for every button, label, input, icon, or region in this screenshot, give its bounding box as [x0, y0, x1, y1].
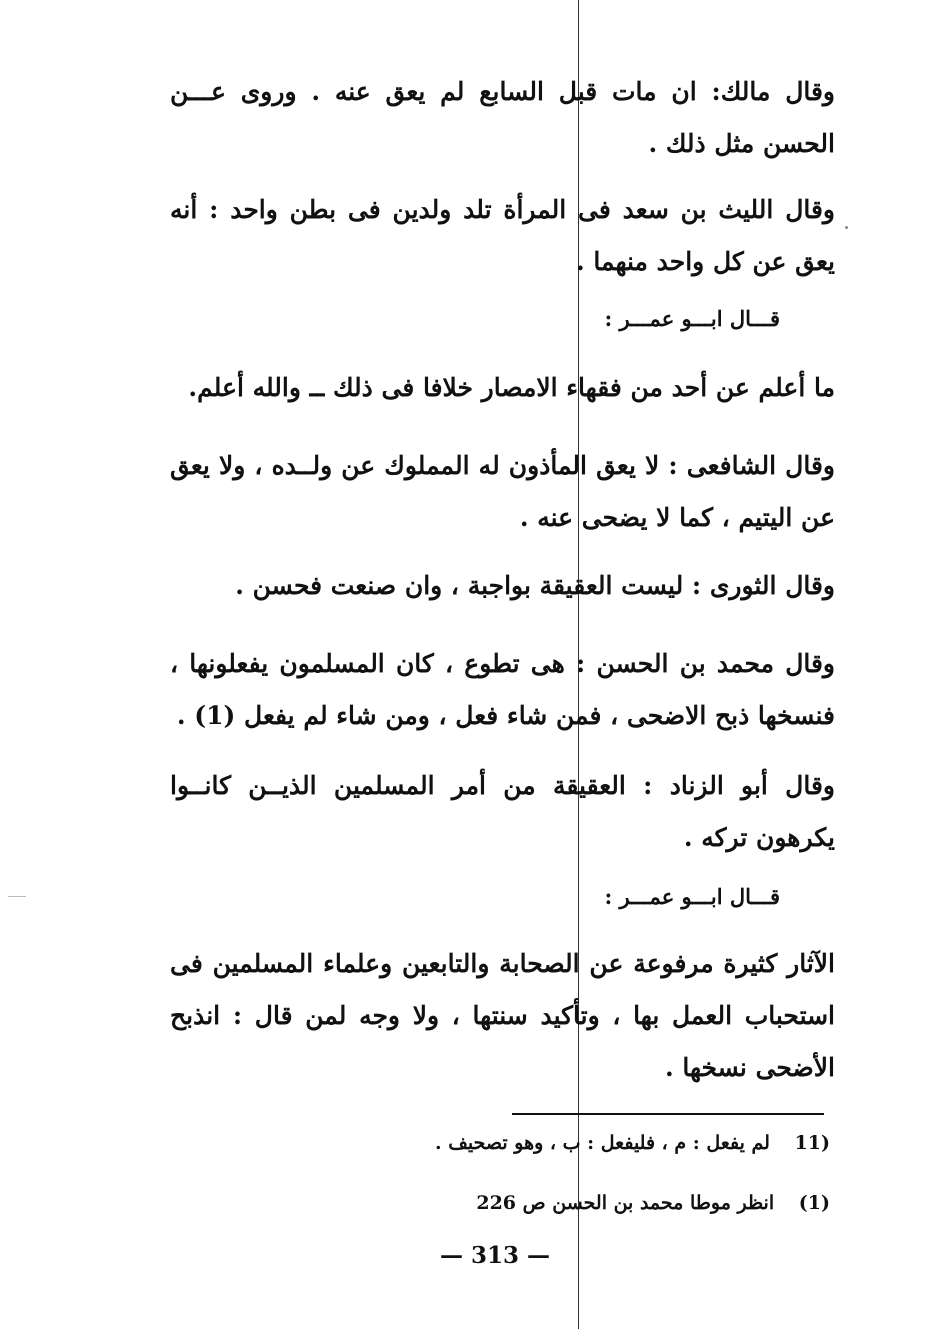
paragraph-text: وقال أبو الزناد : العقيقة من أمر المسلمين الذيــن كانــوا يكرهون تركه .	[170, 771, 835, 852]
paragraph-abu-zinad	[170, 760, 835, 864]
footnote-item	[476, 1192, 830, 1214]
paragraph-athar	[170, 938, 835, 1094]
paragraph-thawri	[170, 560, 835, 612]
paragraph-text: وقال محمد بن الحسن : هى تطوع ، كان المسلمون يفعلونها ، فنسخها ذبح الاضحى ، فمن شاء فعل ، ومن شاء لم يفعل (1) .	[170, 649, 835, 730]
scan-speck	[845, 226, 848, 229]
footnote-separator	[512, 1113, 824, 1115]
footnote-marker: (1)	[798, 1192, 830, 1214]
scan-speck	[8, 896, 26, 897]
paragraph-text: الآثار كثيرة مرفوعة عن الصحابة والتابعين وعلماء المسلمين فى استحباب العمل بها ، وتأكيد سنتها ، ولا وجه لمن قال : انذبح الأضحى نسخها .	[170, 949, 835, 1082]
footnote-marker: (11	[794, 1132, 830, 1154]
footnote-item	[435, 1132, 830, 1154]
paragraph-no-disagreement	[170, 362, 835, 414]
footnote-text: انظر موطا محمد بن الحسن ص 226	[476, 1192, 775, 1214]
paragraph-malik	[170, 66, 835, 170]
paragraph-shafii	[170, 440, 835, 544]
paragraph-laith	[170, 184, 835, 288]
footnote-text: لم يفعل : م ، فليفعل : ب ، وهو تصحيف .	[435, 1132, 770, 1154]
page-number: — 313 —	[440, 1242, 551, 1269]
section-heading-abu-umar-1: قـــال ابـــو عمـــر :	[604, 306, 780, 331]
section-heading-abu-umar-2: قـــال ابـــو عمـــر :	[604, 884, 780, 909]
paragraph-text: وقال الليث بن سعد فى المرأة تلد ولدين فى بطن واحد : أنه يعق عن كل واحد منهما .	[170, 195, 835, 276]
paragraph-text: وقال الشافعى : لا يعق المأذون له المملوك عن ولــده ، ولا يعق عن اليتيم ، كما لا يضحى عنه .	[170, 451, 835, 532]
paragraph-muhammad-ibn-hasan	[170, 638, 835, 742]
paragraph-text: وقال مالك: ان مات قبل السابع لم يعق عنه . وروى عـــن الحسن مثل ذلك .	[170, 77, 835, 158]
paragraph-text: ما أعلم عن أحد من فقهاء الامصار خلافا فى ذلك ــ والله أعلم.	[188, 373, 835, 402]
paragraph-text: وقال الثورى : ليست العقيقة بواجبة ، وان صنعت فحسن .	[235, 571, 835, 600]
